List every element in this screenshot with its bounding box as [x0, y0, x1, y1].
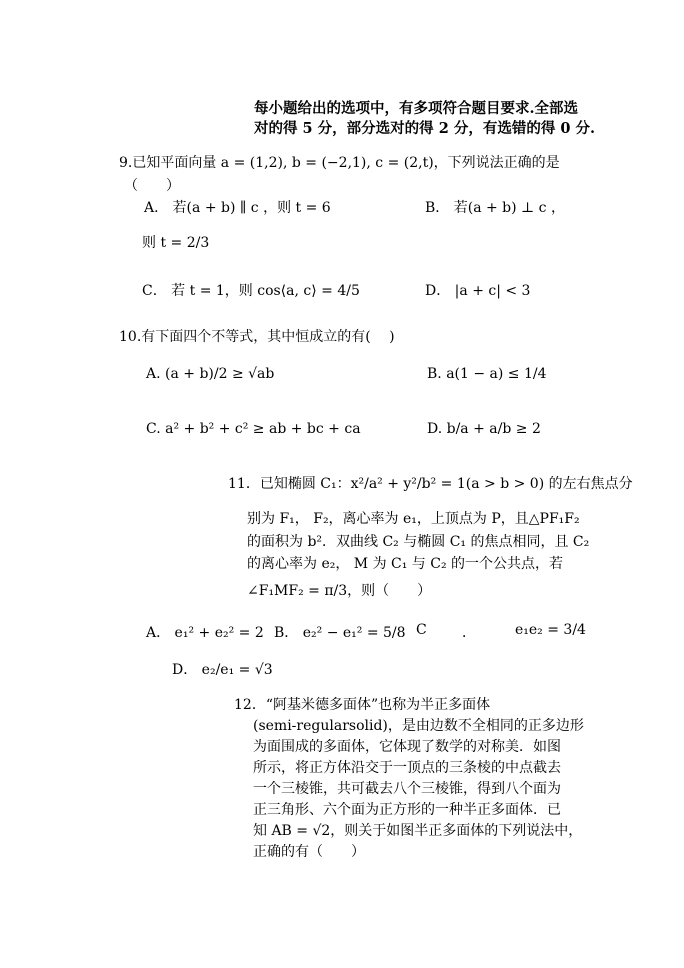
q12-line1: 12．“阿基米德多面体”也称为半正多面体 [234, 697, 491, 713]
q11-line3: 的面积为 b²．双曲线 C₂ 与椭圆 C₁ 的焦点相同，且 C₂ [247, 534, 590, 550]
q11-stem [228, 474, 633, 496]
q11-option-a: A． e₁² + e₂² = 2 [146, 625, 264, 641]
q10-option-c: C. a² + b² + c² ≥ ab + bc + ca [146, 421, 361, 437]
q12-line6: 正三角形、六个面为正方形的一种半正多面体．已 [253, 802, 561, 818]
q9-paren: （ ） [124, 178, 180, 194]
q9-option-b-cont: 则 t = 2/3 [142, 235, 210, 251]
q11-option-b: B． e₂² − e₁² = 5/8 [274, 625, 406, 641]
q11-option-c-label: C [416, 622, 427, 638]
q12-line7: 知 AB = √2，则关于如图半正多面体的下列说法中， [253, 823, 583, 839]
q11-line5: ∠F₁MF₂ = π/3，则（ ） [247, 583, 432, 599]
q9-stem-text: 9.已知平面向量 a = (1,2), b = (−2,1), c = (2,t)，下列说法正确的是 [119, 155, 560, 171]
q10-option-a: A. (a + b)/2 ≥ √ab [146, 366, 275, 382]
q11-option-d: D． e₂/e₁ = √3 [172, 662, 273, 678]
q9-stem [119, 152, 560, 172]
q12-line4: 所示，将正方体沿交于一顶点的三条棱的中点截去 [253, 760, 561, 776]
q10-stem: 10.有下面四个不等式，其中恒成立的有( ) [119, 329, 395, 345]
q12-line3: 为面围成的多面体，它体现了数学的对称美．如图 [253, 739, 561, 755]
section-instruction-line2: 对的得 5 分，部分选对的得 2 分，有选错的得 0 分. [254, 120, 596, 137]
q11-line4: 的离心率为 e₂， M 为 C₁ 与 C₂ 的一个公共点，若 [247, 556, 564, 572]
q11-line1: 11．已知椭圆 C₁：x²/a² + y²/b² = 1(a > b > 0) 的左右焦点分 [228, 476, 633, 492]
q12-line2: (semi-regularsolid)，是由边数不全相同的正多边形 [253, 718, 584, 734]
q12-line5: 一个三棱锥，共可截去八个三棱锥，得到八个面为 [253, 781, 561, 797]
q12-line8: 正确的有（ ） [253, 844, 365, 860]
q11-option-c-dot: ． [462, 625, 476, 641]
q10-option-d: D. b/a + a/b ≥ 2 [427, 421, 541, 437]
section-instruction-line1: 每小题给出的选项中，有多项符合题目要求.全部选 [254, 100, 579, 117]
q11-line2: 别为 F₁， F₂，离心率为 e₁，上顶点为 P，且△PF₁F₂ [247, 511, 580, 527]
q9-option-d: D． |a + c| < 3 [425, 283, 531, 299]
q9-option-c: C． 若 t = 1，则 cos⟨a, c⟩ = 4/5 [142, 283, 360, 299]
q9-option-a: A． 若(a + b) ∥ c ，则 t = 6 [144, 200, 331, 216]
q11-option-c-expr: e₁e₂ = 3/4 [515, 622, 586, 638]
q9-option-b: B． 若(a + b) ⊥ c ， [425, 200, 565, 216]
q10-option-b: B. a(1 − a) ≤ 1/4 [427, 366, 547, 382]
